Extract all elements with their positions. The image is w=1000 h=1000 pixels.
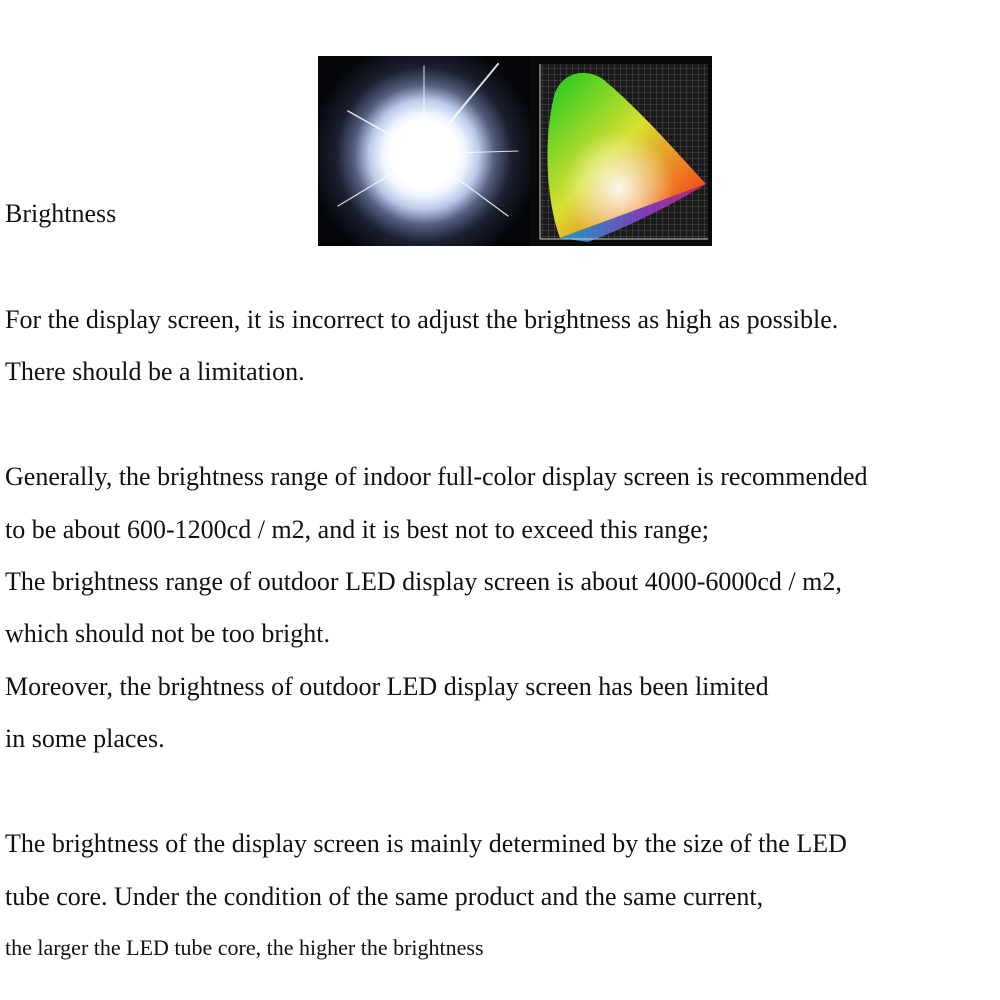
paragraph-3-line-1: The brightness of the display screen is mainly determined by the size of the LED [5,829,847,858]
paragraph-2-line-5: Moreover, the brightness of outdoor LED display screen has been limited [5,672,769,701]
cie-chromaticity-diagram [530,56,712,246]
paragraph-3-line-3: the larger the LED tube core, the higher the brightness [5,935,484,960]
paragraph-2-line-4: which should not be too bright. [5,619,330,648]
paragraph-2-line-2: to be about 600-1200cd / m2, and it is best not to exceed this range; [5,515,710,544]
glowing-led-photo [318,56,530,246]
paragraph-2-line-1: Generally, the brightness range of indoor full-color display screen is recommended [5,462,868,491]
paragraph-3-line-2: tube core. Under the condition of the same product and the same current, [5,882,764,911]
paragraph-2-line-3: The brightness range of outdoor LED display screen is about 4000-6000cd / m2, [5,567,842,596]
brightness-illustration [318,56,712,246]
paragraph-1-line-1: For the display screen, it is incorrect to adjust the brightness as high as possible. [5,305,839,334]
paragraph-2-line-6: in some places. [5,724,165,753]
paragraph-1-line-2: There should be a limitation. [5,357,305,386]
section-heading: Brightness [5,199,117,228]
